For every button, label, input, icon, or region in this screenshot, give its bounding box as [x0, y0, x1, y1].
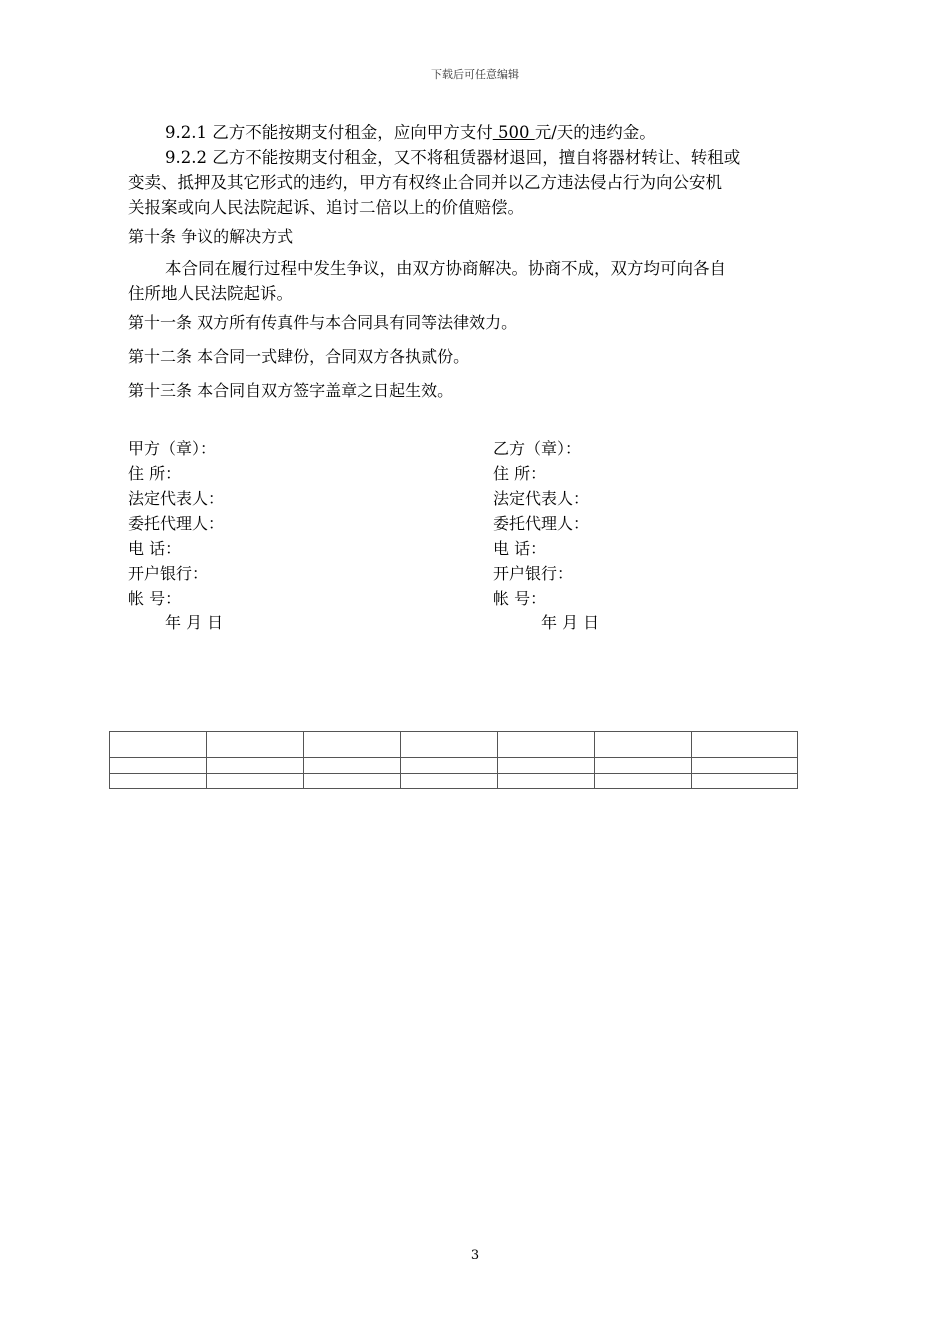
table-cell — [595, 774, 692, 789]
table-cell — [110, 732, 207, 758]
table-cell — [595, 758, 692, 774]
article-13: 第十三条 本合同自双方签字盖章之日起生效。 — [128, 381, 454, 400]
table-cell — [304, 732, 401, 758]
table-cell — [692, 732, 798, 758]
clause-9-2-1 — [165, 121, 656, 145]
party-b-phone: 电 话： — [493, 539, 547, 558]
table-cell — [304, 774, 401, 789]
party-b-date: 年 月 日 — [541, 613, 600, 632]
table-cell — [110, 774, 207, 789]
table-row — [110, 758, 798, 774]
party-a-legal-rep: 法定代表人： — [128, 489, 225, 508]
table-cell — [401, 732, 498, 758]
table-cell — [401, 758, 498, 774]
table-cell — [401, 774, 498, 789]
table-row — [110, 732, 798, 758]
clause-9-2-2-line-1: 9.2.2 乙方不能按期支付租金，又不将租赁器材退回，擅自将器材转让、转租或 — [165, 148, 741, 167]
table-cell — [595, 732, 692, 758]
page-number: 3 — [470, 1248, 480, 1263]
table-cell — [692, 774, 798, 789]
party-b-address: 住 所： — [493, 464, 547, 483]
table-cell — [207, 774, 304, 789]
article-12: 第十二条 本合同一式肆份，合同双方各执贰份。 — [128, 347, 470, 366]
table-cell — [498, 758, 595, 774]
article-10-line-1: 本合同在履行过程中发生争议，由双方协商解决。协商不成，双方均可向各自 — [165, 259, 726, 278]
party-b-seal: 乙方（章）： — [493, 439, 582, 458]
table-cell — [207, 732, 304, 758]
party-b-legal-rep: 法定代表人： — [493, 489, 590, 508]
party-b-bank: 开户银行： — [493, 564, 574, 583]
party-a-bank: 开户银行： — [128, 564, 209, 583]
table-cell — [692, 758, 798, 774]
clause-9-2-1-suffix: 元/天的违约金。 — [534, 123, 656, 142]
table-cell — [110, 758, 207, 774]
empty-table — [109, 731, 798, 789]
party-a-account: 帐 号： — [128, 589, 182, 608]
clause-9-2-2-line-3: 关报案或向人民法院起诉、追讨二倍以上的价值赔偿。 — [128, 198, 524, 217]
party-a-date: 年 月 日 — [165, 613, 224, 632]
penalty-amount: 500 — [492, 123, 535, 142]
article-10-line-2: 住所地人民法院起诉。 — [128, 284, 293, 303]
party-b-agent: 委托代理人： — [493, 514, 590, 533]
clause-9-2-2-line-2: 变卖、抵押及其它形式的违约，甲方有权终止合同并以乙方违法侵占行为向公安机 — [128, 173, 722, 192]
table-row — [110, 774, 798, 789]
article-10-title: 第十条 争议的解决方式 — [128, 227, 294, 246]
page-header: 下载后可任意编辑 — [431, 68, 519, 81]
table-cell — [207, 758, 304, 774]
table-cell — [304, 758, 401, 774]
party-a-phone: 电 话： — [128, 539, 182, 558]
party-a-seal: 甲方（章）： — [128, 439, 217, 458]
article-11: 第十一条 双方所有传真件与本合同具有同等法律效力。 — [128, 313, 518, 332]
party-a-agent: 委托代理人： — [128, 514, 225, 533]
clause-9-2-1-prefix: 9.2.1 乙方不能按期支付租金，应向甲方支付 — [165, 123, 493, 142]
table-cell — [498, 774, 595, 789]
table-cell — [498, 732, 595, 758]
party-a-address: 住 所： — [128, 464, 182, 483]
party-b-account: 帐 号： — [493, 589, 547, 608]
